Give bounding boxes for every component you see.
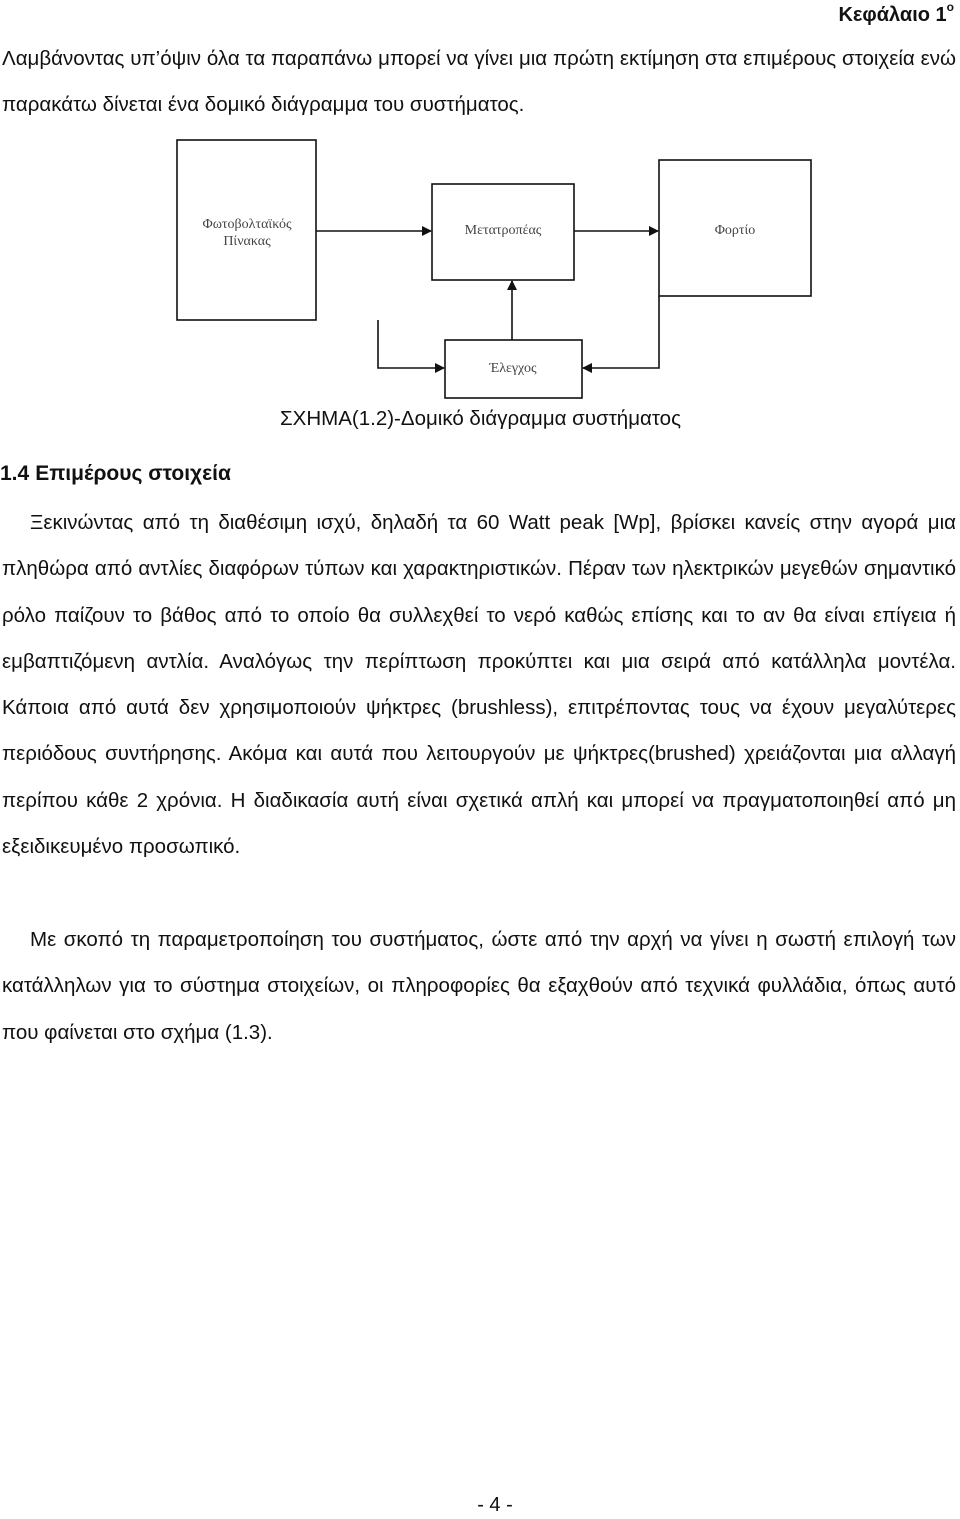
chapter-superscript: ο bbox=[946, 0, 954, 14]
section-number: 1.4 bbox=[0, 462, 30, 485]
figure-caption: ΣΧΗΜΑ(1.2)-Δομικό διάγραμμα συστήματος bbox=[280, 407, 681, 430]
line-pv-to-control bbox=[378, 320, 444, 368]
control-label: Έλεγχος bbox=[489, 361, 537, 376]
section-heading bbox=[0, 462, 231, 486]
block-diagram bbox=[0, 0, 960, 440]
body-paragraph-1: Ξεκινώντας από τη διαθέσιμη ισχύ, δηλαδή τα 60 Watt peak [Wp], βρίσκει κανείς στην αγορά μια πληθώρα από αντλίες διαφόρων τύπων και χαρακτηριστικών. Πέραν των ηλεκτρικών μεγεθών σημαντικό ρόλο παίζουν το βάθος από το οποίο θα συλλεχθεί το νερό καθώς επίσης και το αν θα είναι επίγεια ή εμβαπτιζόμενη αντλία. Αναλόγως την περίπτωση προκύπτει και μια σειρά από κατάλληλα μοντέλα. Κάποια από αυτά δεν χρησιμοποιούν ψήκτρες (brushless), επιτρέποντας τους να έχουν μεγαλύτερες περιόδους συντήρησης. Ακόμα και αυτά που λειτουργούν με ψήκτρες(brushed) χρειάζονται μια αλλαγή περίπου κάθε 2 χρόνια. Η διαδικασία αυτή είναι σχετικά απλή και μπορεί να πραγματοποιηθεί από μη εξειδικευμένο προσωπικό. bbox=[2, 511, 956, 859]
pv-label-line2: Πίνακας bbox=[223, 234, 271, 249]
body-paragraph-2: Με σκοπό τη παραμετροποίηση του συστήματος, ώστε από την αρχή να γίνει η σωστή επιλογή των κατάλληλων για το σύστημα στοιχείων, οι πληροφορίες θα εξαχθούν από τεχνικά φυλλάδια, όπως αυτό που φαίνεται στο σχήμα (1.3). bbox=[2, 928, 956, 1044]
chapter-title: Κεφάλαιο 1 bbox=[838, 4, 947, 26]
converter-label: Μετατροπέας bbox=[464, 223, 542, 238]
page-number: - 4 - bbox=[477, 1494, 513, 1516]
pv-label-line1: Φωτοβολταϊκός bbox=[202, 217, 292, 232]
intro-paragraph: Λαμβάνοντας υπ’όψιν όλα τα παραπάνω μπορεί να γίνει μια πρώτη εκτίμηση στα επιμέρους στοιχεία ενώ παρακάτω δίνεται ένα δομικό διάγραμμα του συστήματος. bbox=[2, 47, 956, 117]
line-load-to-control bbox=[583, 296, 659, 368]
load-label: Φορτίο bbox=[714, 223, 756, 238]
section-title: Επιμέρους στοιχεία bbox=[35, 462, 231, 485]
